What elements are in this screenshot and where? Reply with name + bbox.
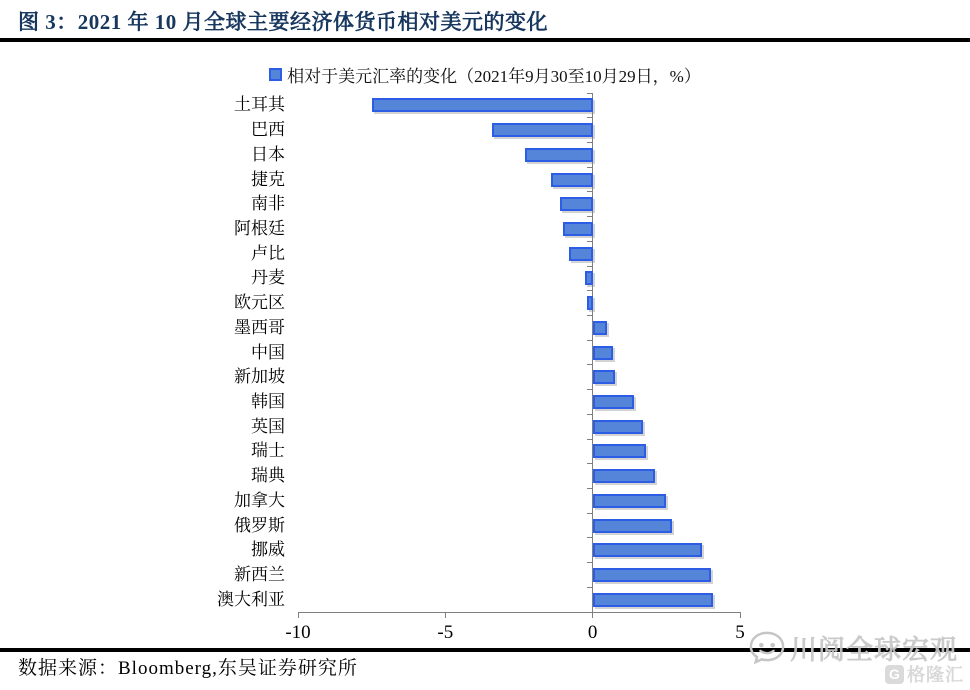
category-label: 墨西哥 [234,317,285,337]
category-label: 瑞典 [251,466,285,486]
category-label: 捷克 [251,169,285,189]
data-source: 数据来源：Bloomberg,东吴证券研究所 [18,658,358,679]
category-label: 韩国 [251,391,285,411]
bar-阿根廷 [563,222,592,236]
y-axis-tick [587,537,593,538]
category-label: 南非 [251,194,285,214]
bar-中国 [593,346,614,360]
bar-巴西 [492,123,592,137]
y-axis-tick [587,414,593,415]
category-label: 加拿大 [234,490,285,510]
bar-韩国 [593,395,634,409]
x-axis-line [298,612,740,613]
bar-澳大利亚 [593,593,714,607]
x-axis-tick [298,612,299,618]
bar-丹麦 [585,271,592,285]
bar-南非 [560,197,592,211]
bar-新加坡 [593,370,615,384]
legend-label: 相对于美元汇率的变化（2021年9月30至10月29日，%） [287,67,701,86]
category-label: 土耳其 [234,95,285,115]
bar-英国 [593,420,643,434]
y-axis-tick [587,93,593,94]
y-axis-tick [587,562,593,563]
x-tick-label: -5 [437,622,454,643]
y-axis-tick [587,587,593,588]
x-axis-tick [592,612,593,618]
bar-土耳其 [372,98,593,112]
bar-欧元区 [587,296,593,310]
figure-title: 图 3：2021 年 10 月全球主要经济体货币相对美元的变化 [18,10,548,34]
bar-俄罗斯 [593,519,673,533]
bar-新西兰 [593,568,711,582]
y-axis-tick [587,439,593,440]
y-axis-tick [587,364,593,365]
x-tick-label: 5 [735,622,745,643]
y-axis-tick [587,290,593,291]
y-axis-tick [587,216,593,217]
bar-墨西哥 [593,321,608,335]
category-label: 巴西 [251,120,285,140]
y-axis-tick [587,191,593,192]
category-label: 瑞士 [251,441,285,461]
y-axis-tick [587,315,593,316]
bar-瑞士 [593,444,646,458]
bar-瑞典 [593,469,655,483]
category-label: 丹麦 [251,268,285,288]
category-label: 阿根廷 [234,218,285,238]
bar-捷克 [551,173,592,187]
y-axis-tick [587,241,593,242]
x-axis-tick [740,612,741,618]
category-label: 挪威 [251,540,285,560]
y-axis-tick [587,513,593,514]
category-label: 中国 [251,342,285,362]
category-label: 俄罗斯 [234,515,285,535]
x-tick-label: 0 [587,622,598,643]
category-label: 新加坡 [234,367,285,387]
y-axis-tick [587,167,593,168]
category-label: 日本 [251,144,285,164]
watermark-text: 川阅全球宏观 [790,635,958,665]
x-tick-label: -10 [285,622,311,643]
gelonghui-logo-text: 格隆汇 [907,665,964,685]
category-label: 卢比 [251,243,285,263]
y-axis-tick [587,117,593,118]
wechat-chat-bubble-icon [748,630,786,666]
y-axis-tick [587,142,593,143]
category-label: 英国 [251,416,285,436]
bar-卢比 [569,247,593,261]
y-axis-tick [587,488,593,489]
y-axis-tick [587,266,593,267]
category-label: 澳大利亚 [217,589,285,609]
category-label: 新西兰 [234,564,285,584]
bar-挪威 [593,543,702,557]
x-axis-tick [445,612,446,618]
y-axis-tick [587,340,593,341]
bar-日本 [525,148,593,162]
gelonghui-g-icon: G [885,665,904,684]
y-axis-tick [587,389,593,390]
category-label: 欧元区 [234,293,285,313]
y-axis-tick [587,463,593,464]
bar-加拿大 [593,494,667,508]
gelonghui-logo [885,661,964,687]
